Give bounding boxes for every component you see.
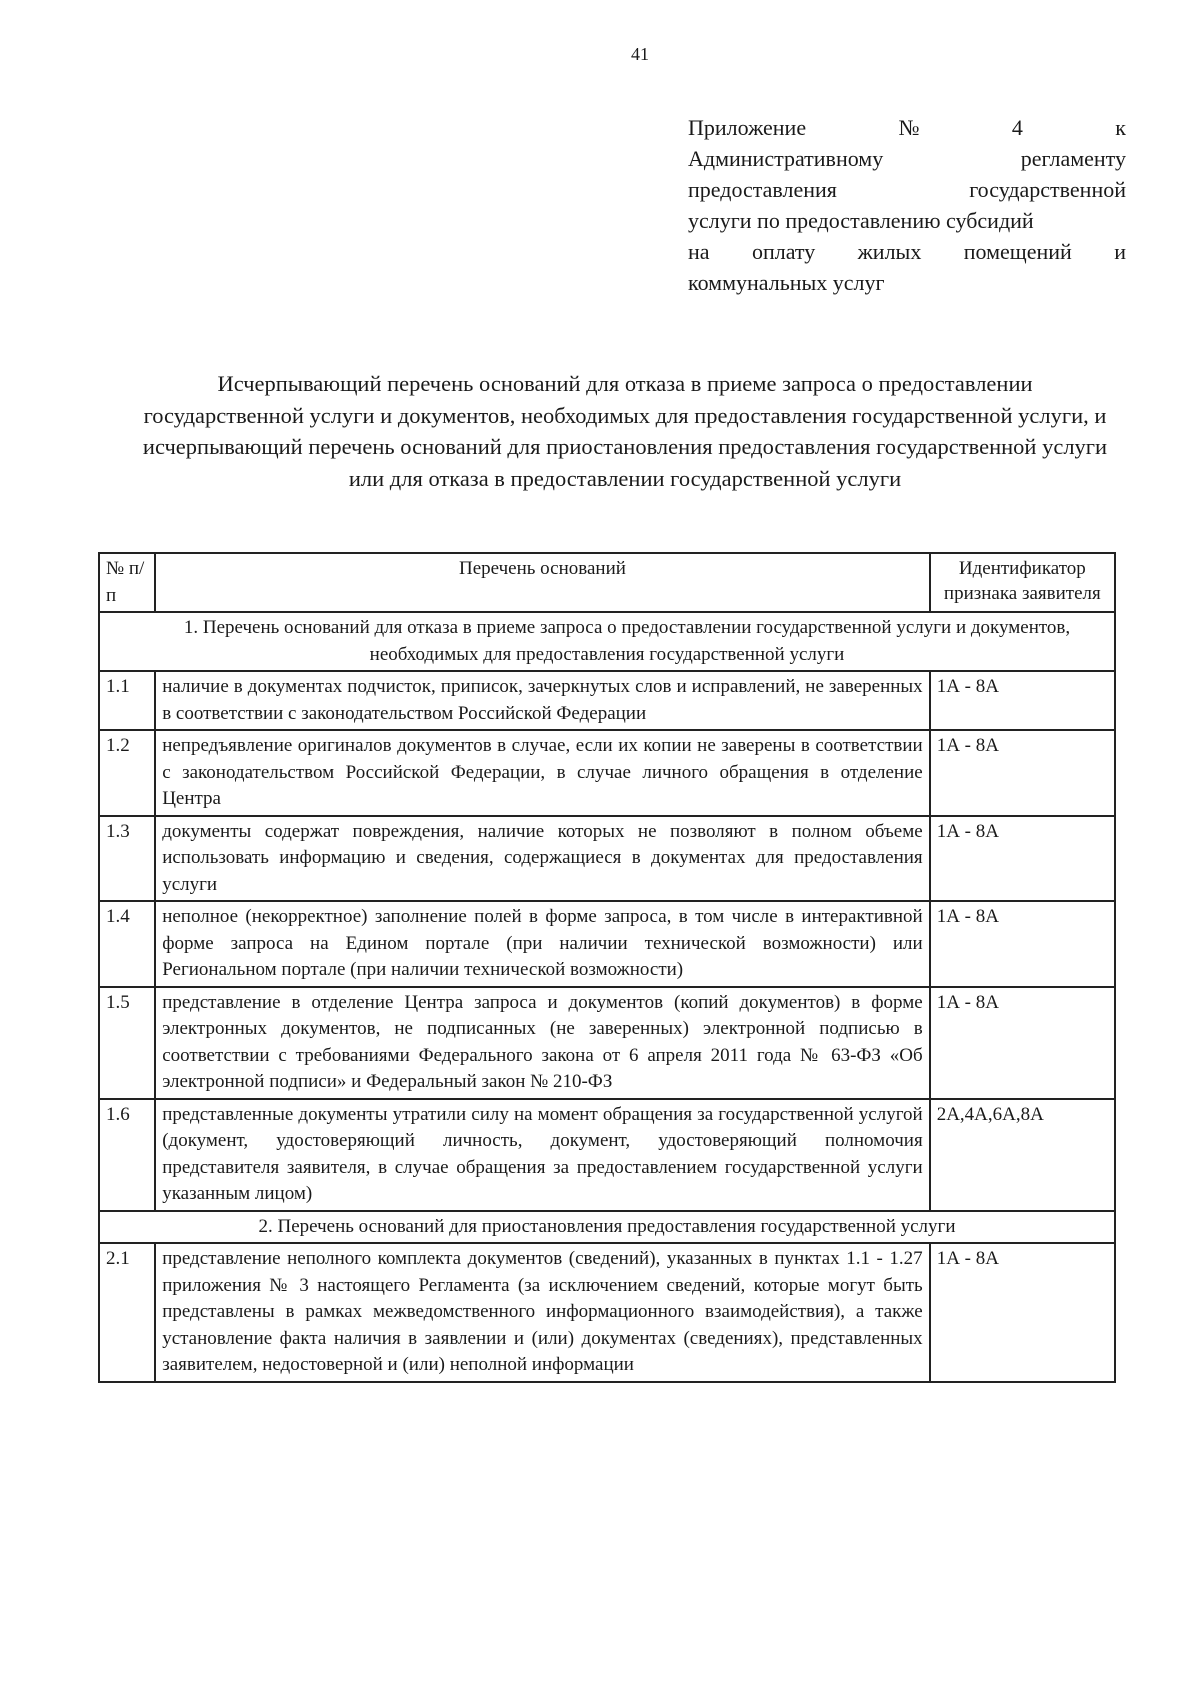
appendix-note-line: [688, 143, 1126, 174]
table-row: [99, 730, 1115, 816]
appendix-note-line: [688, 236, 1126, 267]
appendix-note-line: [688, 112, 1126, 143]
appendix-note: [688, 112, 1126, 298]
item-identifier: 1А - 8А: [930, 1243, 1115, 1382]
item-number: 1.5: [99, 987, 155, 1099]
appendix-word: на: [688, 239, 710, 264]
item-identifier: 1А - 8А: [930, 816, 1115, 902]
appendix-word: предоставления: [688, 177, 837, 202]
item-text: наличие в документах подчисток, приписок, зачеркнутых слов и исправлений, не заверенных в соответствии с законодательством Российской Федерации: [155, 671, 929, 730]
appendix-word: Приложение: [688, 115, 807, 140]
table-row: [99, 1243, 1115, 1382]
header-grounds: Перечень оснований: [155, 553, 929, 612]
section-row: [99, 612, 1115, 671]
appendix-word: 4: [1011, 115, 1023, 140]
section-2-heading: 2. Перечень оснований для приостановления предоставления государственной услуги: [99, 1211, 1115, 1244]
table-row: [99, 1099, 1115, 1211]
item-identifier: 1А - 8А: [930, 730, 1115, 816]
header-identifier: Идентификатор признака заявителя: [930, 553, 1115, 612]
appendix-note-line: услуги по предоставлению субсидий: [688, 208, 1034, 233]
appendix-word: помещений: [963, 239, 1072, 264]
item-identifier: 2А,4А,6А,8А: [930, 1099, 1115, 1211]
appendix-word: жилых: [857, 239, 922, 264]
item-number: 1.6: [99, 1099, 155, 1211]
table-row: [99, 901, 1115, 987]
appendix-word: №: [898, 115, 920, 140]
section-row: [99, 1211, 1115, 1244]
table-row: [99, 816, 1115, 902]
appendix-word: регламенту: [1020, 146, 1126, 171]
header-number: № п/п: [99, 553, 155, 612]
table-row: [99, 987, 1115, 1099]
item-text: представление неполного комплекта документов (сведений), указанных в пунктах 1.1 - 1.27 приложения № 3 настоящего Регламента (за исключением сведений, которые могут быть представлены в рамках межведомственного информационного взаимодействия), а также установление факта наличия в заявлении и (или) документах (сведениях), представленных заявителем, недостоверной и (или) неполной информации: [155, 1243, 929, 1382]
table-header-row: [99, 553, 1115, 612]
item-text: документы содержат повреждения, наличие которых не позволяют в полном объеме использовать информацию и сведения, содержащиеся в документах для предоставления услуги: [155, 816, 929, 902]
item-identifier: 1А - 8А: [930, 987, 1115, 1099]
grounds-table: [98, 552, 1116, 1383]
appendix-note-line: [688, 174, 1126, 205]
item-number: 2.1: [99, 1243, 155, 1382]
item-number: 1.3: [99, 816, 155, 902]
appendix-word: государственной: [969, 177, 1126, 202]
appendix-note-line: коммунальных услуг: [688, 270, 885, 295]
item-text: представленные документы утратили силу на момент обращения за государственной услугой (документ, удостоверяющий личность, документ, удостоверяющий полномочия представителя заявителя, в случае обращения за предоставлением государственной услуги указанным лицом): [155, 1099, 929, 1211]
appendix-word: и: [1114, 239, 1126, 264]
item-number: 1.1: [99, 671, 155, 730]
document-title: Исчерпывающий перечень оснований для отказа в приеме запроса о предоставлении государственной услуги и документов, необходимых для предоставления государственной услуги, и исчерпывающий перечень оснований для приостановления предоставления государственной услуги или для отказа в предоставлении государственной услуги: [142, 371, 1108, 491]
item-number: 1.2: [99, 730, 155, 816]
item-text: представление в отделение Центра запроса и документов (копий документов) в форме электронных документов, не подписанных (не заверенных) электронной подписью в соответствии с требованиями Федерального закона от 6 апреля 2011 года № 63-ФЗ «Об электронной подписи» и Федеральный закон № 210-ФЗ: [155, 987, 929, 1099]
item-text: непредъявление оригиналов документов в случае, если их копии не заверены в соответствии с законодательством Российской Федерации, в случае личного обращения в отделение Центра: [155, 730, 929, 816]
item-identifier: 1А - 8А: [930, 671, 1115, 730]
appendix-word: Административному: [688, 146, 884, 171]
appendix-word: к: [1115, 115, 1126, 140]
page-number: 41: [631, 44, 649, 64]
section-1-heading: 1. Перечень оснований для отказа в приеме запроса о предоставлении государственной услуги и документов, необходимых для предоставления государственной услуги: [99, 612, 1115, 671]
appendix-word: оплату: [751, 239, 816, 264]
table-row: [99, 671, 1115, 730]
item-identifier: 1А - 8А: [930, 901, 1115, 987]
item-text: неполное (некорректное) заполнение полей в форме запроса, в том числе в интерактивной форме запроса на Едином портале (при наличии технической возможности) или Региональном портале (при наличии технической возможности): [155, 901, 929, 987]
item-number: 1.4: [99, 901, 155, 987]
